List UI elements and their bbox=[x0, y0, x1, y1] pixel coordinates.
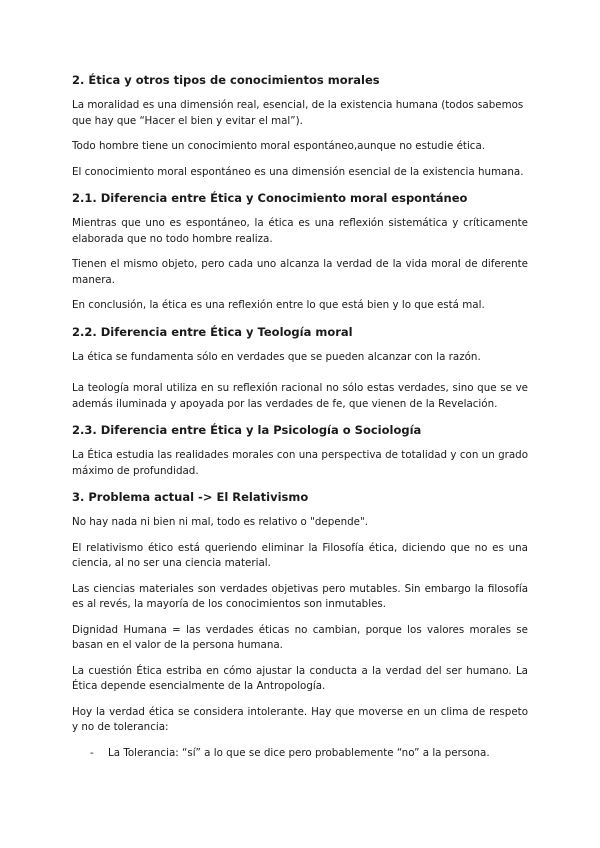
list-item-text: La Tolerancia: “sí” a lo que se dice pero probablemente “no” a la persona. bbox=[108, 746, 490, 759]
paragraph: La cuestión Ética estriba en cómo ajustar la conducta a la verdad del ser humano. La Ética depende esencialmente de la Antropología. bbox=[72, 664, 528, 692]
paragraph: Todo hombre tiene un conocimiento moral espontáneo,aunque no estudie ética. bbox=[72, 140, 486, 152]
section-heading: 3. Problema actual -> El Relativismo bbox=[72, 490, 309, 504]
paragraph: La Ética estudia las realidades morales con una perspectiva de totalidad y con un grado máximo de profundidad. bbox=[72, 449, 528, 477]
section-heading: 2.2. Diferencia entre Ética y Teología moral bbox=[72, 324, 353, 339]
paragraph: Las ciencias materiales son verdades objetivas pero mutables. Sin embargo la filosofía es al revés, la mayoría de los conocimientos son inmutables. bbox=[72, 582, 528, 610]
paragraph: La ética se fundamenta sólo en verdades que se pueden alcanzar con la razón. bbox=[72, 350, 481, 363]
paragraph: La teología moral utiliza en su reflexión racional no sólo estas verdades, sino que se ve además iluminada y apoyada por las verdades de fe, que vienen de la Revelación. bbox=[72, 382, 528, 410]
paragraph: El conocimiento moral espontáneo es una dimensión esencial de la existencia humana. bbox=[72, 165, 524, 178]
paragraph: Hoy la verdad ética se considera intolerante. Hay que moverse en un clima de respeto y no de tolerancia: bbox=[72, 705, 528, 733]
section-heading: 2.1. Diferencia entre Ética y Conocimiento moral espontáneo bbox=[72, 191, 468, 205]
list-item bbox=[72, 746, 528, 762]
paragraph: Dignidad Humana = las verdades éticas no cambian, porque los valores morales se basan en el valor de la persona humana. bbox=[72, 623, 528, 651]
section-heading: 2.3. Diferencia entre Ética y la Psicología o Sociología bbox=[72, 423, 422, 437]
paragraph: Mientras que uno es espontáneo, la ética es una reflexión sistemática y críticamente elaborada que no todo hombre realiza. bbox=[72, 217, 528, 245]
paragraph: La moralidad es una dimensión real, esencial, de la existencia humana (todos sabemos que hay que “Hacer el bien y evitar el mal”). bbox=[72, 99, 524, 127]
paragraph: En conclusión, la ética es una reflexión entre lo que está bien y lo que está mal. bbox=[72, 299, 485, 311]
paragraph: Tienen el mismo objeto, pero cada uno alcanza la verdad de la vida moral de diferente manera. bbox=[72, 258, 528, 286]
paragraph: No hay nada ni bien ni mal, todo es relativo o "depende". bbox=[72, 516, 368, 528]
document-content bbox=[72, 72, 528, 761]
paragraph: El relativismo ético está queriendo eliminar la Filosofía ética, diciendo que no es una ciencia, al no ser una ciencia material. bbox=[72, 541, 528, 569]
section-heading: 2. Ética y otros tipos de conocimientos morales bbox=[72, 73, 380, 87]
bullet-dash: - bbox=[90, 746, 94, 759]
bullet-list bbox=[72, 746, 528, 762]
